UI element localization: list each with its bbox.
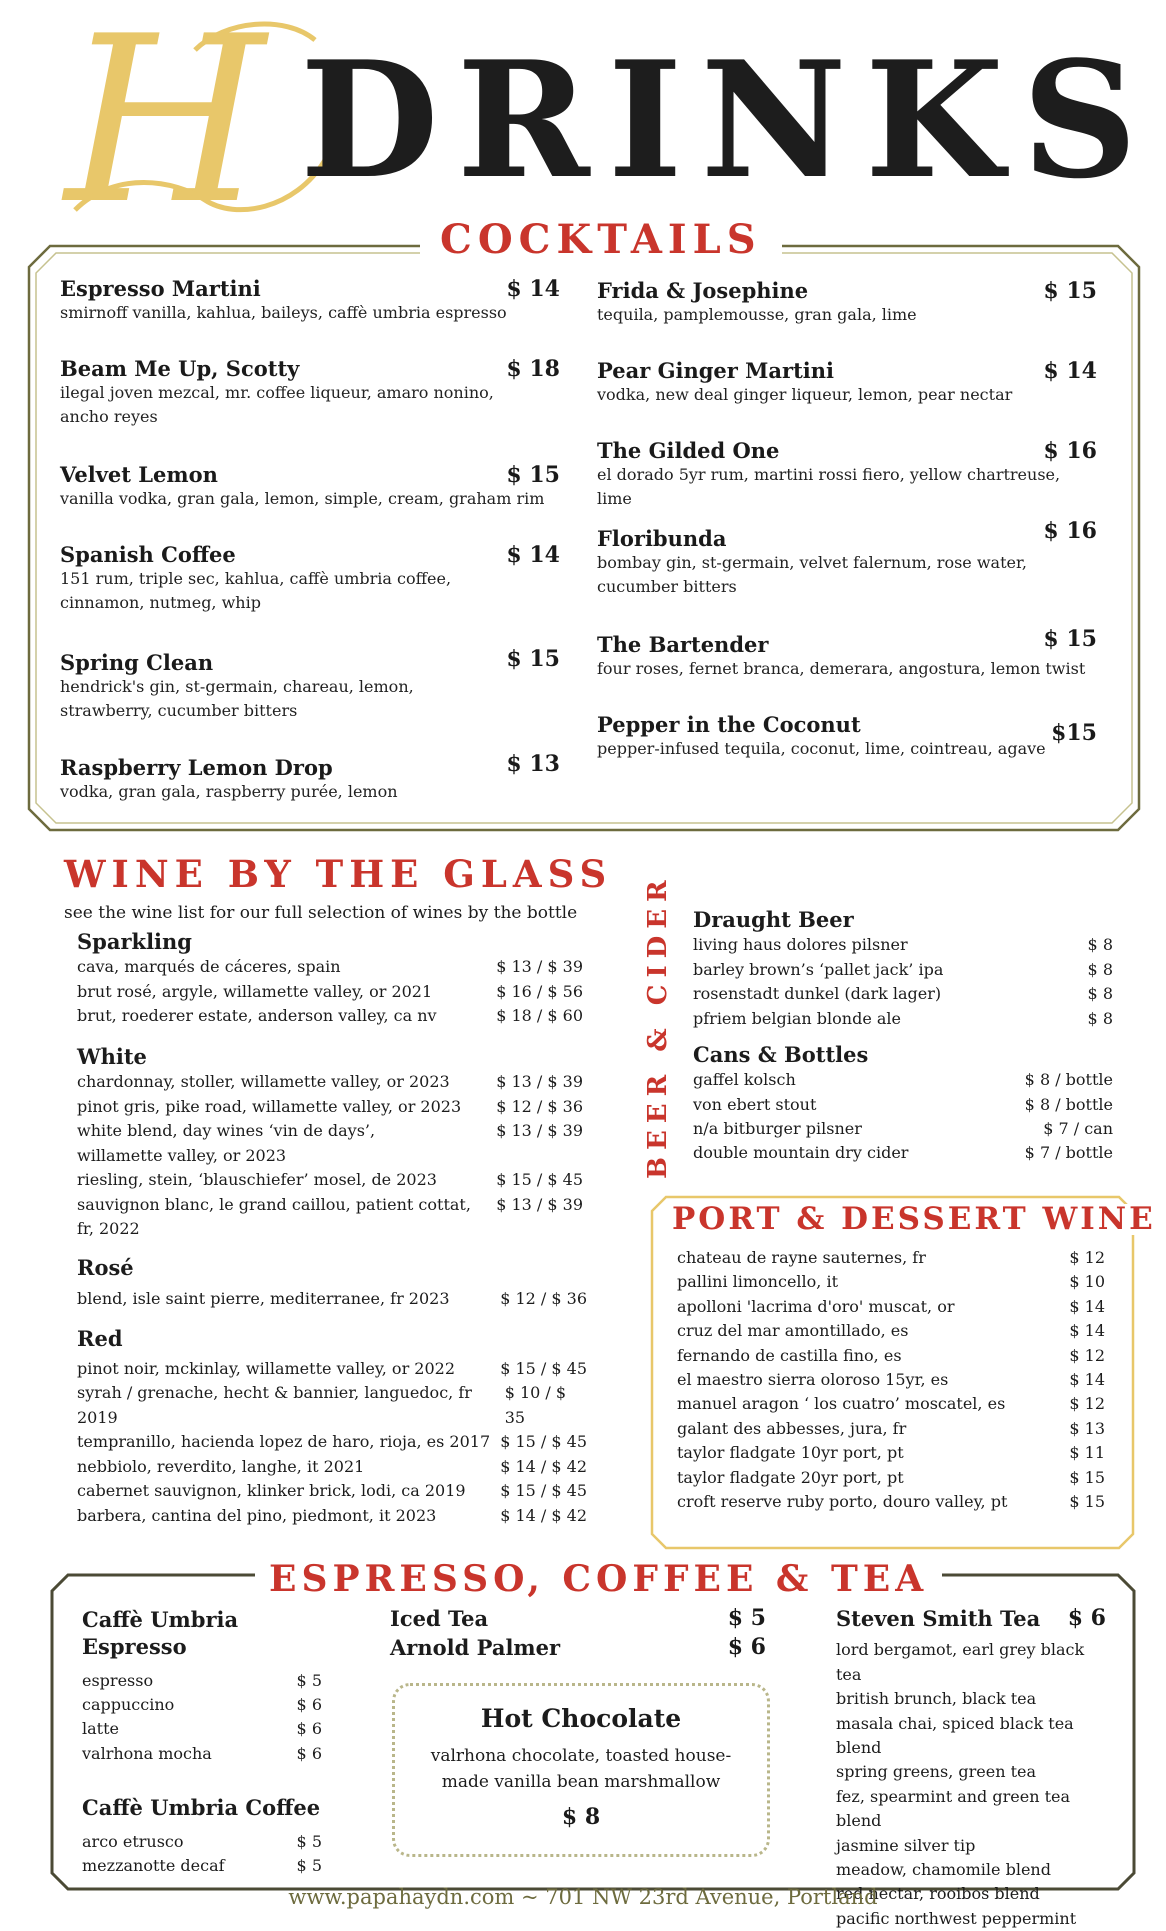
cocktail-price: $ 16 xyxy=(1043,438,1097,464)
wine-row: cava, marqués de cáceres, spain $ 13 / $ 39 xyxy=(77,957,583,977)
port-row: apolloni 'lacrima d'oro' muscat, or $ 14 xyxy=(677,1296,1105,1316)
beer-category-draught: Draught Beer xyxy=(693,907,854,932)
cocktail-raspberry-lemon-drop xyxy=(60,751,560,804)
espresso-row: cappuccino $ 6 xyxy=(82,1695,322,1714)
espresso-heading: Caffè Umbria Espresso xyxy=(82,1607,239,1660)
port-row: fernando de castilla fino, es $ 12 xyxy=(677,1345,1105,1365)
wine-category-sparkling: Sparkling xyxy=(77,929,192,954)
cocktail-bartender xyxy=(597,626,1097,681)
beer-category-cans: Cans & Bottles xyxy=(693,1041,869,1067)
beer-row: rosenstadt dunkel (dark lager) $ 8 xyxy=(693,984,1113,1004)
tea-item: red nectar, rooibos blend xyxy=(836,1884,1040,1904)
port-list xyxy=(677,1246,1105,1514)
hot-chocolate-desc: valrhona chocolate, toasted house- made vanilla bean marshmallow xyxy=(430,1746,732,1793)
cocktail-desc: vodka, new deal ginger liqueur, lemon, pear nectar xyxy=(597,385,1013,405)
cocktail-beam-me-up xyxy=(60,356,560,429)
cocktail-spring-clean xyxy=(60,646,560,723)
tea-list xyxy=(836,1605,1106,1931)
beer-heading: BEER & CIDER xyxy=(643,873,673,1179)
beer-row: living haus dolores pilsner $ 8 xyxy=(693,935,1113,955)
cocktail-desc: smirnoff vanilla, kahlua, baileys, caffè umbria espresso xyxy=(60,303,507,323)
wine-row: brut, roederer estate, anderson valley, ca nv $ 18 / $ 60 xyxy=(77,1006,583,1026)
wine-row: brut rosé, argyle, willamette valley, or 2021 $ 16 / $ 56 xyxy=(77,981,583,1001)
tea-item: jasmine silver tip xyxy=(836,1835,976,1855)
hot-chocolate-card xyxy=(392,1683,770,1857)
cocktail-price: $ 16 xyxy=(1043,518,1097,544)
cocktail-price: $ 14 xyxy=(506,542,560,568)
tea-item: meadow, chamomile blend xyxy=(836,1859,1051,1879)
cocktail-name: Spanish Coffee xyxy=(60,542,236,567)
cocktail-desc: four roses, fernet branca, demerara, angostura, lemon twist xyxy=(597,659,1086,679)
coffee-heading: ESPRESSO, COFFEE & TEA xyxy=(255,1561,942,1597)
cocktail-price: $ 18 xyxy=(506,356,560,382)
beer-row: barley brown’s ‘pallet jack’ ipa $ 8 xyxy=(693,959,1113,979)
beer-row: n/a bitburger pilsner $ 7 / can xyxy=(693,1119,1113,1139)
wine-list xyxy=(77,928,587,1528)
tea-item: masala chai, spiced black tea blend xyxy=(836,1713,1074,1757)
cocktail-price: $ 15 xyxy=(506,462,560,488)
tea-item: fez, spearmint and green tea blend xyxy=(836,1786,1071,1831)
wine-row: pinot noir, mckinlay, willamette valley, or 2022 $ 15 / $ 45 xyxy=(77,1358,587,1378)
hot-chocolate-title: Hot Chocolate xyxy=(480,1704,682,1733)
tea-heading-row: Steven Smith Tea $ 6 xyxy=(836,1605,1106,1631)
espresso-row: latte $ 6 xyxy=(82,1719,322,1739)
espresso-row: valrhona mocha $ 6 xyxy=(82,1743,322,1763)
cocktails-heading: COCKTAILS xyxy=(420,220,782,260)
coffee-list-heading: Caffè Umbria Coffee xyxy=(82,1795,321,1821)
cocktail-desc: el dorado 5yr rum, martini rossi fiero, yellow chartreuse, lime xyxy=(597,465,1061,509)
cocktail-floribunda xyxy=(597,518,1097,599)
port-row: taylor fladgate 20yr port, pt $ 15 xyxy=(677,1467,1105,1487)
cocktail-price: $ 15 xyxy=(1043,278,1097,304)
espresso-row: espresso $ 5 xyxy=(82,1670,322,1690)
cocktail-name: Pear Ginger Martini xyxy=(597,358,835,383)
wine-row: sauvignon blanc, le grand caillou, patient cottat, $ 13 / $ 39 xyxy=(77,1194,583,1214)
cocktail-name: Beam Me Up, Scotty xyxy=(60,356,300,381)
wine-row: syrah / grenache, hecht & bannier, languedoc, fr 2019 $ 10 / $ 35 xyxy=(77,1383,567,1427)
cocktail-name: The Bartender xyxy=(597,632,769,657)
cocktail-price: $ 14 xyxy=(506,276,560,302)
port-row: manuel aragon ‘ los cuatro’ moscatel, es $ 12 xyxy=(677,1394,1105,1414)
beer-row: von ebert stout $ 8 / bottle xyxy=(693,1094,1113,1114)
wine-row: tempranillo, hacienda lopez de haro, rioja, es 2017 $ 15 / $ 45 xyxy=(77,1432,587,1452)
cocktail-spanish-coffee xyxy=(60,542,560,615)
port-row: cruz del mar amontillado, es $ 14 xyxy=(677,1321,1105,1341)
cocktail-desc: vodka, gran gala, raspberry purée, lemon xyxy=(60,782,398,802)
wine-row: willamette valley, or 2023 xyxy=(77,1145,287,1165)
wine-row: blend, isle saint pierre, mediterranee, fr 2023 $ 12 / $ 36 xyxy=(77,1288,587,1308)
wine-row: pinot gris, pike road, willamette valley, or 2023 $ 12 / $ 36 xyxy=(77,1096,583,1116)
cocktail-velvet-lemon xyxy=(60,462,560,511)
arnold-palmer-row: Arnold Palmer $ 6 xyxy=(390,1634,766,1661)
tea-item: spring greens, green tea xyxy=(836,1762,1037,1782)
cocktail-gilded-one xyxy=(597,438,1097,511)
cocktail-espresso-martini xyxy=(60,276,560,325)
cocktail-desc: tequila, pamplemousse, gran gala, lime xyxy=(597,305,917,325)
wine-note: see the wine list for our full selection of wines by the bottle xyxy=(64,903,578,923)
cocktail-name: Velvet Lemon xyxy=(60,462,218,487)
cocktail-name: Spring Clean xyxy=(60,650,214,675)
cocktail-name: Espresso Martini xyxy=(60,276,261,301)
wine-row: barbera, cantina del pino, piedmont, it 2023 $ 14 / $ 42 xyxy=(77,1505,587,1525)
cocktail-name: Raspberry Lemon Drop xyxy=(60,755,333,780)
monogram-letter: H xyxy=(65,10,266,225)
port-row: pallini limoncello, it $ 10 xyxy=(677,1272,1105,1292)
iced-drinks xyxy=(390,1605,766,1662)
cocktail-name: The Gilded One xyxy=(597,438,780,463)
tea-item: pacific northwest peppermint xyxy=(836,1908,1077,1928)
cocktail-pear-ginger-martini xyxy=(597,358,1097,407)
cocktail-desc: hendrick's gin, st-germain, chareau, lemon, strawberry, cucumber bitters xyxy=(60,677,414,721)
wine-category-white: White xyxy=(77,1043,147,1069)
cocktail-desc: pepper-infused tequila, coconut, lime, cointreau, agave xyxy=(597,739,1046,759)
cocktail-desc: vanilla vodka, gran gala, lemon, simple, cream, graham rim xyxy=(60,489,545,509)
wine-row: chardonnay, stoller, willamette valley, or 2023 $ 13 / $ 39 xyxy=(77,1072,583,1092)
wine-row: white blend, day wines ‘vin de days’, $ 13 / $ 39 xyxy=(77,1121,583,1141)
hot-chocolate-price: $ 8 xyxy=(561,1803,601,1830)
port-heading: PORT & DESSERT WINE xyxy=(668,1204,1160,1235)
cocktail-name: Frida & Josephine xyxy=(597,278,809,303)
cocktail-price: $ 13 xyxy=(506,751,560,777)
cocktail-pepper-coconut xyxy=(597,712,1097,761)
wine-row: riesling, stein, ‘blauschiefer’ mosel, de 2023 $ 15 / $ 45 xyxy=(77,1170,583,1190)
wine-row: nebbiolo, reverdito, langhe, it 2021 $ 14 / $ 42 xyxy=(77,1456,587,1476)
tea-item: british brunch, black tea xyxy=(836,1689,1037,1709)
tea-item: lord bergamot, earl grey black tea xyxy=(836,1640,1085,1684)
beer-list xyxy=(693,906,1113,1166)
cocktail-price: $ 14 xyxy=(1043,358,1097,384)
wine-category-red: Red xyxy=(77,1326,123,1352)
port-row: galant des abbesses, jura, fr $ 13 xyxy=(677,1418,1105,1438)
beer-row: pfriem belgian blonde ale $ 8 xyxy=(693,1008,1113,1028)
cocktail-frida-josephine xyxy=(597,278,1097,327)
port-row: chateau de rayne sauternes, fr $ 12 xyxy=(677,1248,1105,1267)
page-title: DRINKS xyxy=(300,26,1156,214)
iced-tea-row: Iced Tea $ 5 xyxy=(390,1605,766,1631)
footer-address: www.papahaydn.com ~ 701 NW 23rd Avenue, Portland xyxy=(288,1885,878,1909)
port-row: taylor fladgate 10yr port, pt $ 11 xyxy=(677,1443,1105,1463)
beer-row: gaffel kolsch $ 8 / bottle xyxy=(693,1070,1113,1090)
cocktail-price: $ 15 xyxy=(1043,626,1097,652)
coffee-row: mezzanotte decaf $ 5 xyxy=(82,1855,322,1875)
beer-row: double mountain dry cider $ 7 / bottle xyxy=(693,1143,1113,1163)
cocktail-desc: 151 rum, triple sec, kahlua, caffè umbria coffee, cinnamon, nutmeg, whip xyxy=(60,569,452,613)
wine-row: fr, 2022 xyxy=(77,1219,140,1239)
cocktail-price: $ 15 xyxy=(506,646,560,672)
cocktail-name: Pepper in the Coconut xyxy=(597,712,861,737)
espresso-list xyxy=(82,1606,322,1878)
cocktail-desc: bombay gin, st-germain, velvet falernum, rose water, cucumber bitters xyxy=(597,553,1027,597)
wine-row: cabernet sauvignon, klinker brick, lodi, ca 2019 $ 15 / $ 45 xyxy=(77,1481,587,1501)
port-row: el maestro sierra oloroso 15yr, es $ 14 xyxy=(677,1370,1105,1390)
cocktail-price: $15 xyxy=(1051,720,1097,746)
coffee-row: arco etrusco $ 5 xyxy=(82,1831,322,1851)
wine-heading: WINE BY THE GLASS xyxy=(64,852,613,896)
cocktail-name: Floribunda xyxy=(597,526,727,551)
wine-category-rose: Rosé xyxy=(77,1254,134,1280)
cocktail-desc: ilegal joven mezcal, mr. coffee liqueur, amaro nonino, ancho reyes xyxy=(60,383,494,427)
port-row: croft reserve ruby porto, douro valley, pt $ 15 xyxy=(677,1492,1105,1512)
